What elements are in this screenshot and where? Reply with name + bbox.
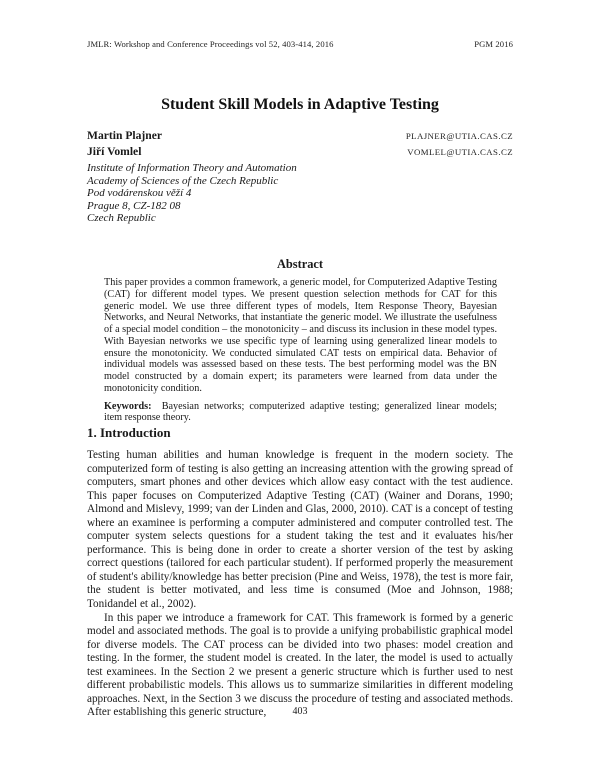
keywords-line — [104, 401, 497, 425]
author-block — [87, 129, 513, 160]
affiliation-line: Academy of Sciences of the Czech Republic — [87, 174, 279, 187]
abstract-text: This paper provides a common framework, a generic model, for Computerized Adaptive Testing (CAT) for different model types. We present question selection methods for CAT for this generic model. We use three different types of models, Item Response Theory, Bayesian Networks, and Neural Networks, that instantiate the generic model. We illustrate the usefulness of a special model condition – the monotonicity – and discuss its inclusion in these model types. With Bayesian networks we use specific type of learning using generalized linear models to ensure the monotonicity. We conducted simulated CAT tests on empirical data. Behavior of individual models was assessed based on these tests. The best performing model was the BN model constructed by a domain expert; its parameters were learned from data under the monotonicity condition. — [104, 277, 497, 394]
affiliation-line: Prague 8, CZ-182 08 — [87, 199, 181, 212]
affiliation-line: Czech Republic — [87, 212, 156, 225]
section-heading-introduction: 1. Introduction — [87, 425, 171, 440]
running-head-right: PGM 2016 — [474, 39, 513, 49]
keywords-label: Keywords: — [104, 400, 157, 412]
author-email: PLAJNER@UTIA.CAS.CZ — [405, 131, 513, 141]
page-number: 403 — [292, 706, 308, 717]
author-name: Martin Plajner — [87, 129, 163, 142]
section-body — [87, 449, 513, 720]
page-title: Student Skill Models in Adaptive Testing — [161, 96, 439, 113]
abstract-block — [104, 277, 497, 424]
abstract-heading: Abstract — [276, 257, 324, 271]
author-name: Jiří Vomlel — [87, 144, 142, 158]
affiliation-block — [87, 162, 513, 225]
paragraph: Testing human abilities and human knowledge is frequent in the modern society. The computerized form of testing is also getting an increasing attention with the growing spread of computers, smart phones and other devices which allow easy contact with the test audience. This paper focuses on Computerized Adaptive Testing (CAT) (Wainer and Dorans, 1990; Almond and Mislevy, 1999; van der Linden and Glas, 2000, 2010). CAT is a concept of testing where an examinee is performing a computer administered and computer controlled test. The computer system selects questions for a student taking the test and it evaluates his/her performance. This is being done in order to create a shorter version of the test by asking correct questions (tailored for each particular student). If performed properly the measurement of student's ability/knowledge has better precision (Pine and Weiss, 1978), the test is more fair, the student is better motivated, and less time is consumed (Moe and Johnson, 1988; Tonidandel et al., 2002). — [87, 449, 513, 611]
paragraph: In this paper we introduce a framework for CAT. This framework is formed by a generic model and associated methods. The goal is to provide a unifying probabilistic graphical model for diverse models. The CAT process can be divided into two phases: model creation and testing. In the former, the student model is created. In the later, the model is used to actually test examinees. In the Section 2 we present a generic structure which is further used to nest different probabilistic models. This allows us to summarize similarities in different modeling approaches. Next, in the Section 3 we discuss the procedure of testing and associated methods. After establishing this generic structure, — [87, 611, 513, 719]
author-email: VOMLEL@UTIA.CAS.CZ — [407, 146, 513, 157]
running-head — [87, 39, 513, 49]
keywords-text: Bayesian networks; computerized adaptive testing; generalized linear models; item response theory. — [104, 400, 497, 424]
affiliation-line: Pod vodárenskou věží 4 — [87, 187, 192, 200]
running-head-left: JMLR: Workshop and Conference Proceedings vol 52, 403-414, 2016 — [87, 39, 334, 49]
affiliation-line: Institute of Information Theory and Automation — [87, 162, 297, 174]
author-row — [87, 129, 513, 142]
author-row — [87, 145, 513, 158]
